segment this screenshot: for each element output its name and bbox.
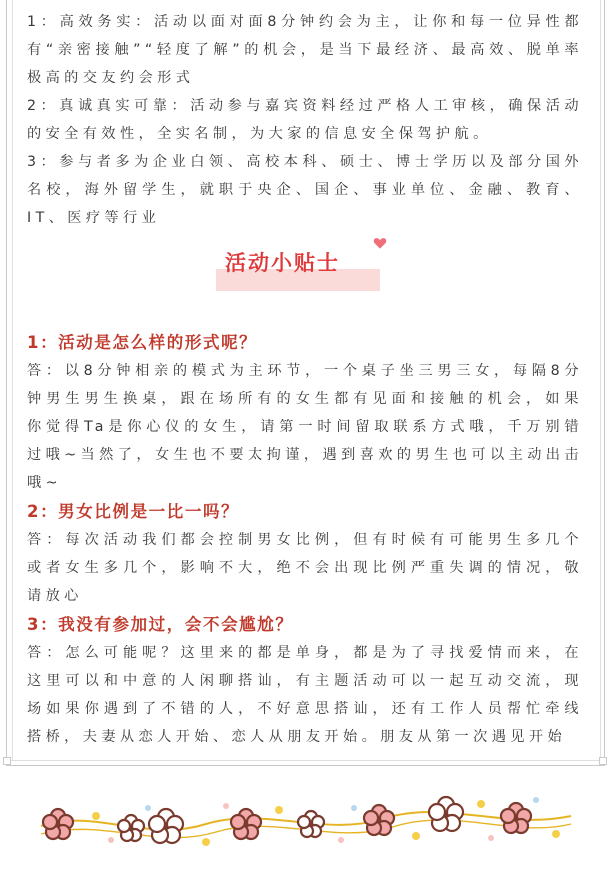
faq-question-3: 3：我没有参加过，会不会尴尬？ <box>27 615 294 634</box>
tips-title: 活动小贴士 <box>225 251 340 275</box>
frame-inner-line-right <box>600 0 601 760</box>
article-content <box>27 8 583 751</box>
white-flower-icon <box>118 797 463 843</box>
tips-section-header <box>27 232 583 328</box>
heart-icon <box>373 236 387 250</box>
faq-answer-2: 答：每次活动我们都会控制男女比例，但有时候有可能男生多几个或者女生多几个，影响不大，绝不会出现比例严重失调的情况，敬请放心 <box>27 532 583 604</box>
faq-question-2: 2：男女比例是一比一吗？ <box>27 502 240 521</box>
intro-point-3: 3：参与者多为企业白领、高校本科、硕士、博士学历以及部分国外名校，海外留学生，就职于央企、国企、事业单位、金融、教育、IT、医疗等行业 <box>27 154 583 226</box>
intro-point-2: 2：真诚真实可靠：活动参与嘉宾资料经过严格人工审核，确保活动的安全有效性，全实名制，为大家的信息安全保驾护航。 <box>27 98 583 142</box>
frame-inner-line-bottom <box>6 760 605 761</box>
frame-corner-left <box>3 757 11 765</box>
flower-garland-divider <box>36 788 576 854</box>
frame-inner-line-left <box>12 0 13 760</box>
frame-corner-right <box>599 757 607 765</box>
faq-answer-1: 答：以8分钟相亲的模式为主环节，一个桌子坐三男三女，每隔8分钟男生男生换桌，跟在场所有的女生都有见面和接触的机会，如果你觉得Ta是你心仪的女生，请第一时间留取联系方式哦，千万别错过哦~当然了，女生也不要太拘谨，遇到喜欢的男生也可以主动出击哦~ <box>27 363 583 491</box>
faq-answer-3: 答：怎么可能呢？这里来的都是单身，都是为了寻找爱情而来，在这里可以和中意的人闲聊搭讪，有主题活动可以一起互动交流，现场如果你遇到了不错的人，不好意思搭讪，还有工作人员帮忙牵线搭桥，夫妻从恋人开始、恋人从朋友开始。朋友从第一次遇见开始 <box>27 645 583 745</box>
faq-question-1: 1：活动是怎么样的形式呢？ <box>27 333 258 352</box>
intro-point-1: 1：高效务实：活动以面对面8分钟约会为主，让你和每一位异性都有“亲密接触”“轻度了解”的机会，是当下最经济、最高效、脱单率极高的交友约会形式 <box>27 14 583 86</box>
